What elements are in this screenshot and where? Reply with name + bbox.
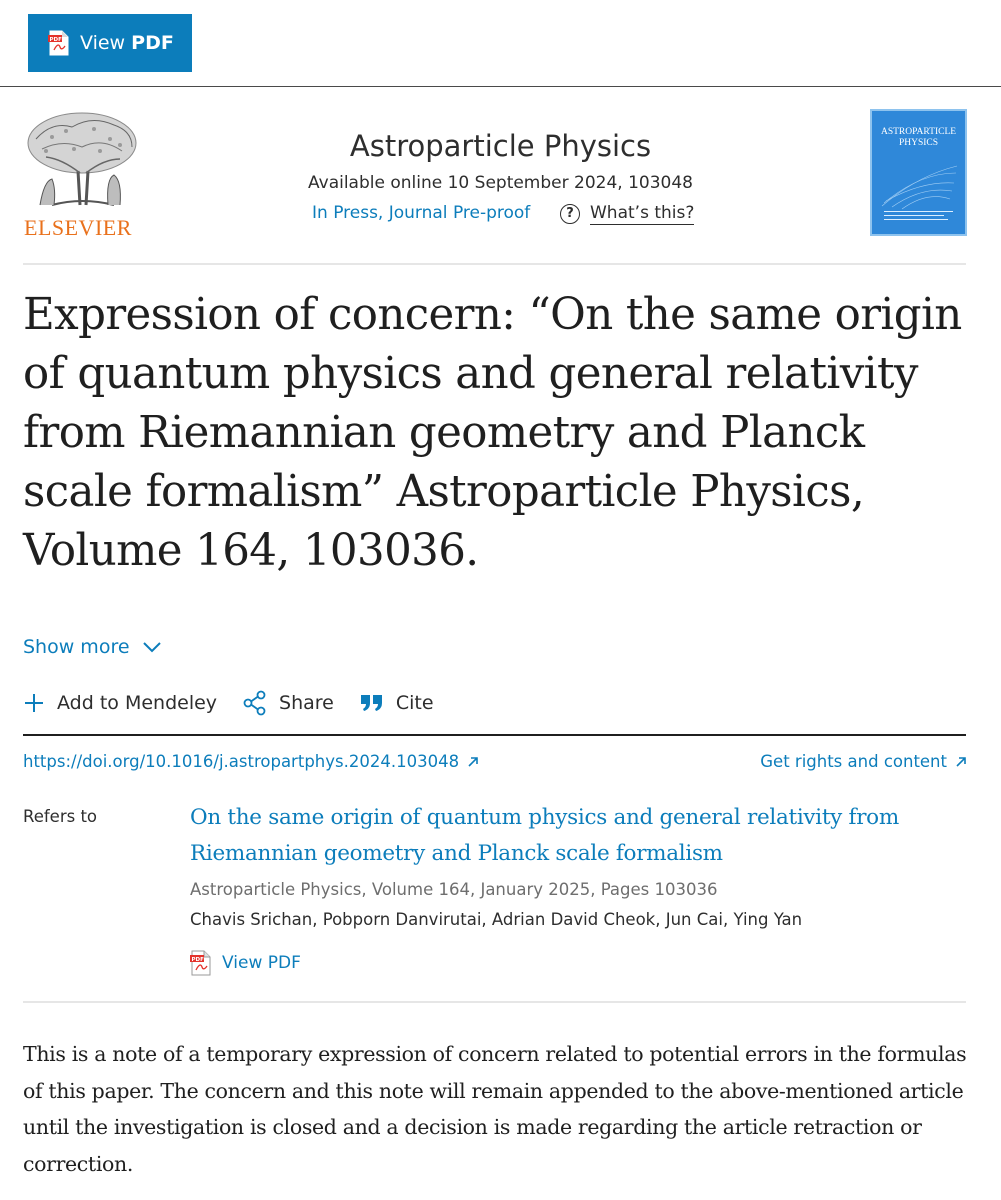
view-pdf-button[interactable] bbox=[28, 14, 192, 72]
cover-title: ASTROPARTICLE PHYSICS bbox=[880, 127, 957, 148]
in-press-link[interactable]: In Press, Journal Pre-proof bbox=[312, 203, 531, 223]
header-divider bbox=[23, 263, 966, 265]
svg-text:PDF: PDF bbox=[191, 956, 204, 963]
refers-divider bbox=[23, 1001, 966, 1003]
referenced-article-link[interactable]: On the same origin of quantum physics and general relativity from Riemannian geometry and Planck scale formalism bbox=[190, 805, 899, 866]
journal-title[interactable]: Astroparticle Physics bbox=[349, 129, 652, 163]
cite-button[interactable] bbox=[360, 692, 434, 714]
show-more-button[interactable] bbox=[23, 636, 162, 658]
share-icon bbox=[243, 690, 267, 716]
available-online-date: Available online 10 September 2024, 103048 bbox=[308, 173, 693, 193]
show-more-label: Show more bbox=[23, 636, 130, 658]
cite-label: Cite bbox=[395, 692, 434, 714]
add-to-mendeley-label: Add to Mendeley bbox=[57, 692, 218, 714]
referenced-article-authors: Chavis Srichan, Pobporn Danvirutai, Adrian David Cheok, Jun Cai, Ying Yan bbox=[190, 910, 803, 929]
whats-this-label: What’s this? bbox=[590, 203, 695, 223]
share-button[interactable] bbox=[243, 690, 334, 716]
share-label: Share bbox=[279, 692, 334, 714]
article-title: Expression of concern: “On the same origin of quantum physics and general relativity from Riemannian geometry and Planck scale formalism” Astroparticle Physics, Volume 164, 103036. bbox=[23, 290, 962, 576]
article-body-text: This is a note of a temporary expression of concern related to potential errors in the formulas of this paper. The concern and this note will remain appended to the above-mentioned article until the investigation is closed and a decision is made regarding the article retraction or correction. bbox=[23, 1042, 967, 1176]
external-arrow-icon bbox=[467, 756, 479, 768]
journal-cover-image[interactable] bbox=[870, 109, 967, 236]
question-icon: ? bbox=[560, 204, 580, 224]
add-to-mendeley-button[interactable] bbox=[23, 692, 217, 714]
top-toolbar bbox=[0, 0, 1001, 87]
article-header bbox=[0, 87, 1001, 265]
chevron-down-icon bbox=[142, 641, 162, 653]
whats-this-button[interactable] bbox=[560, 203, 694, 225]
referenced-article-source: Astroparticle Physics, Volume 164, January 2025, Pages 103036 bbox=[190, 880, 718, 899]
view-pdf-label: View PDF bbox=[80, 32, 174, 54]
actions-divider bbox=[23, 734, 966, 736]
get-rights-label: Get rights and content bbox=[760, 752, 947, 771]
refers-to-label: Refers to bbox=[23, 807, 98, 826]
plus-icon bbox=[23, 692, 45, 714]
elsevier-wordmark: ELSEVIER bbox=[24, 215, 132, 240]
elsevier-tree-logo[interactable] bbox=[22, 109, 140, 229]
external-arrow-icon bbox=[955, 756, 967, 768]
get-rights-link[interactable] bbox=[760, 752, 967, 771]
pdf-icon bbox=[190, 950, 212, 976]
quote-icon bbox=[360, 693, 384, 713]
doi-label: https://doi.org/10.1016/j.astropartphys.2024.103048 bbox=[23, 752, 460, 771]
doi-link[interactable] bbox=[23, 752, 479, 771]
referenced-view-pdf-link[interactable] bbox=[190, 950, 301, 976]
pdf-icon bbox=[48, 30, 70, 56]
referenced-view-pdf-label: View PDF bbox=[222, 953, 301, 973]
svg-text:PDF: PDF bbox=[49, 36, 62, 43]
article-actions bbox=[23, 690, 460, 716]
